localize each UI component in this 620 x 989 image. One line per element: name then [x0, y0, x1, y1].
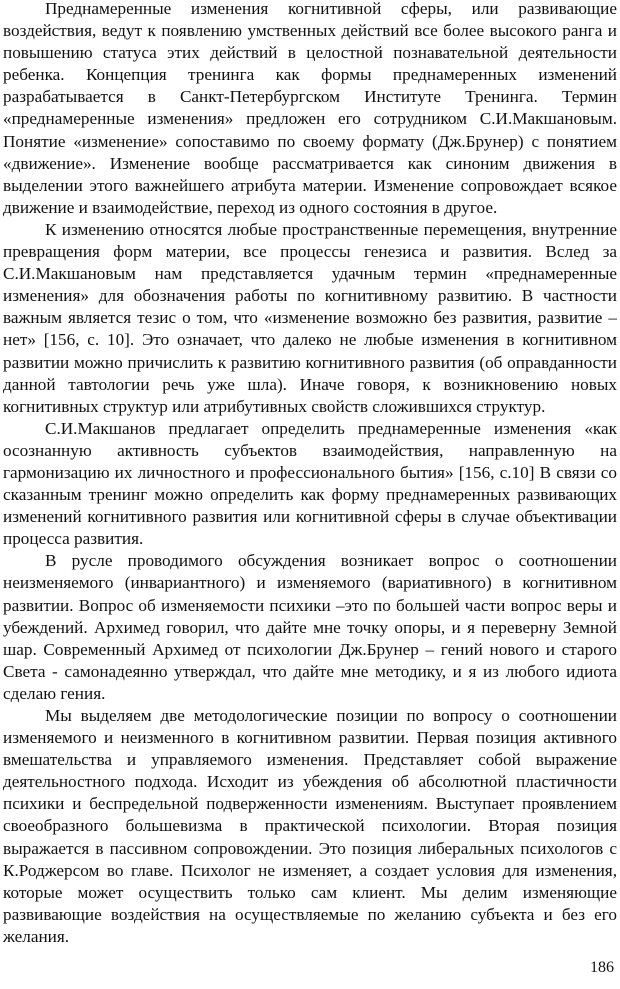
paragraph-2: К изменению относятся любые пространственные перемещения, внутренние превращения форм материи, все процессы генезиса и развития. Вслед за С.И.Макшановым нам представляется удачным термин «преднамеренные изменения» для обозначения работы по когнитивному развитию. В частности важным является тезис о том, что «изменение возможно без развития, развитие – нет» [156, с. 10]. Это означает, что далеко не любые изменения в когнитивном развитии можно причислить к развитию когнитивного развития (об оправданности данной тавтологии речь уже шла). Иначе говоря, к возникновению новых когнитивных структур или атрибутивных свойств сложившихся структур. [3, 219, 617, 416]
body-text [3, 0, 617, 948]
paragraph-1: Преднамеренные изменения когнитивной сферы, или развивающие воздействия, ведут к появлению умственных действий все более высокого ранга и повышению статуса этих действий в целостной познавательной деятельности ребенка. Концепция тренинга как формы преднамеренных изменений разрабатывается в Санкт-Петербургском Институте Тренинга. Термин «преднамеренные изменения» предложен его сотрудником С.И.Макшановым. Понятие «изменение» сопоставимо по своему формату (Дж.Брунер) с понятием «движение». Изменение вообще рассматривается как синоним движения в выделении этого важнейшего атрибута материи. Изменение сопровождает всякое движение и взаимодействие, переход из одного состояния в другое. [3, 0, 617, 217]
page-number: 186 [590, 959, 614, 976]
paragraph-5: Мы выделяем две методологические позиции по вопросу о соотношении изменяемого и неизменного в когнитивном развитии. Первая позиция активного вмешательства и управляемого изменения. Представляет собой выражение деятельностного подхода. Исходит из убеждения об абсолютной пластичности психики и беспредельной подверженности изменениям. Выступает проявлением своеобразного большевизма в практической психологии. Вторая позиция выражается в пассивном сопровождении. Это позиция либеральных психологов с К.Роджерсом во главе. Психолог не изменяет, а создает условия для изменения, которые может осуществить только сам клиент. Мы делим изменяющие развивающие воздействия на осуществляемые по желанию субъекта и без его желания. [3, 706, 617, 946]
paragraph-4: В русле проводимого обсуждения возникает вопрос о соотношении неизменяемого (инвариантного) и изменяемого (вариативного) в когнитивном развитии. Вопрос об изменяемости психики –это по большей части вопрос веры и убеждений. Архимед говорил, что дайте мне точку опоры, и я переверну Земной шар. Современный Архимед от психологии Дж.Брунер – гений нового и старого Света - самонадеянно утверждал, что дайте мне методику, и я из любого идиота сделаю гения. [3, 551, 617, 703]
paragraph-3: С.И.Макшанов предлагает определить преднамеренные изменения «как осознанную активность субъектов взаимодействия, направленную на гармонизацию их личностного и профессионального бытия» [156, с.10] В связи со сказанным тренинг можно определить как форму преднамеренных развивающих изменений когнитивного развития или когнитивной сферы в случае объективации процесса развития. [3, 418, 617, 549]
